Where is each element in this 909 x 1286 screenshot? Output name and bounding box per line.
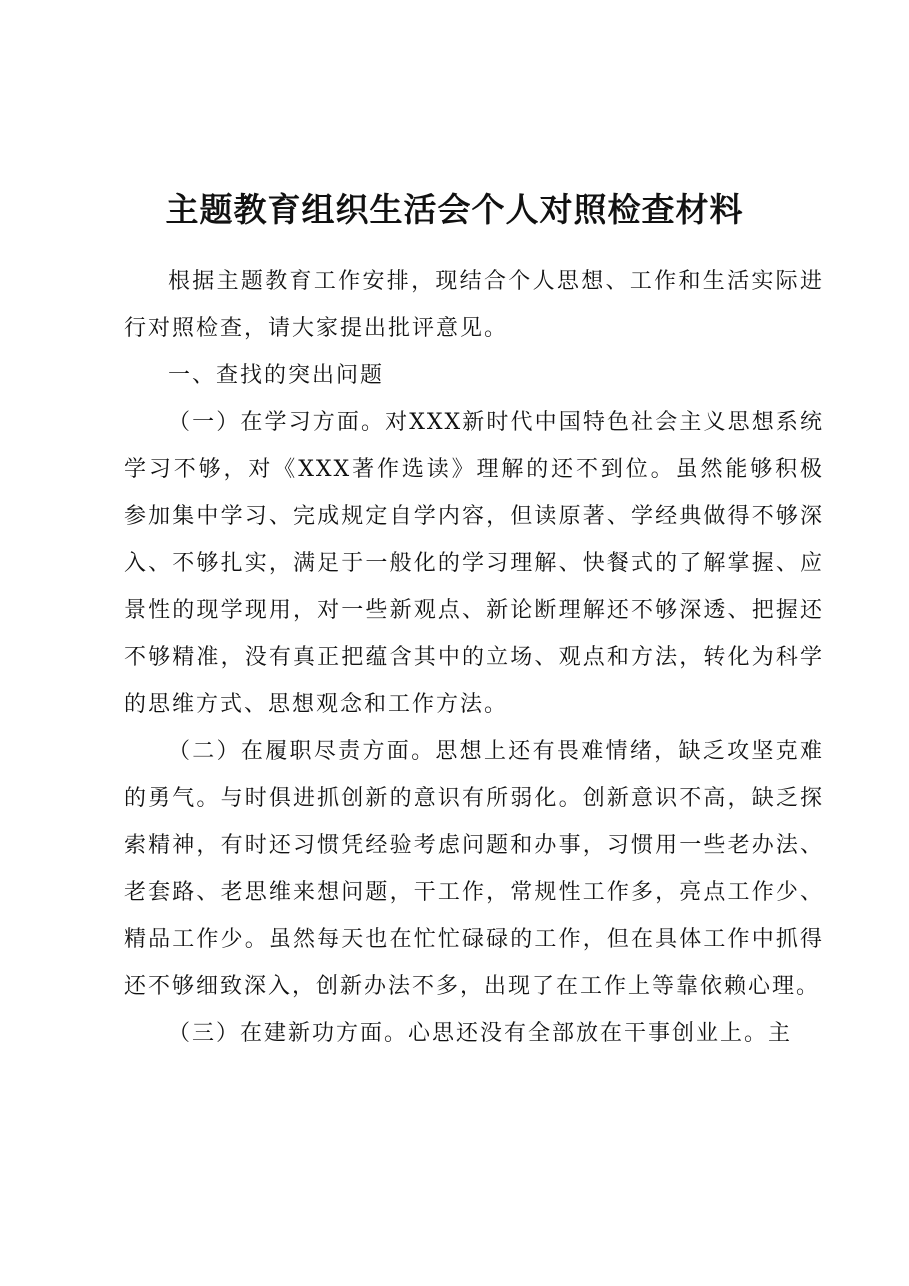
document-body <box>124 258 824 1057</box>
paragraph-duty: （二）在履职尽责方面。思想上还有畏难情绪，缺乏攻坚克难的勇气。与时俱进抓创新的意识有所弱化。创新意识不高，缺乏探索精神，有时还习惯凭经验考虑问题和办事，习惯用一些老办法、老套路、老思维来想问题，干工作，常规性工作多，亮点工作少、精品工作少。虽然每天也在忙忙碌碌的工作，但在具体工作中抓得还不够细致深入，创新办法不多，出现了在工作上等靠依赖心理。 <box>124 739 824 999</box>
document-title: 主题教育组织生活会个人对照检查材料 <box>165 190 744 229</box>
paragraph-study: （一）在学习方面。对XXX新时代中国特色社会主义思想系统学习不够，对《XXX著作选读》理解的还不到位。虽然能够积极参加集中学习、完成规定自学内容，但读原著、学经典做得不够深入、不够扎实，满足于一般化的学习理解、快餐式的了解掌握、应景性的现学现用，对一些新观点、新论断理解还不够深透、把握还不够精准，没有真正把蕴含其中的立场、观点和方法，转化为科学的思维方式、思想观念和工作方法。 <box>124 410 824 717</box>
paragraph-new-achievements: （三）在建新功方面。心思还没有全部放在干事创业上。主 <box>168 1021 793 1046</box>
section-heading-problems: 一、查找的突出问题 <box>168 363 385 388</box>
paragraph-intro: 根据主题教育工作安排，现结合个人思想、工作和生活实际进行对照检查，请大家提出批评意见。 <box>124 269 824 341</box>
